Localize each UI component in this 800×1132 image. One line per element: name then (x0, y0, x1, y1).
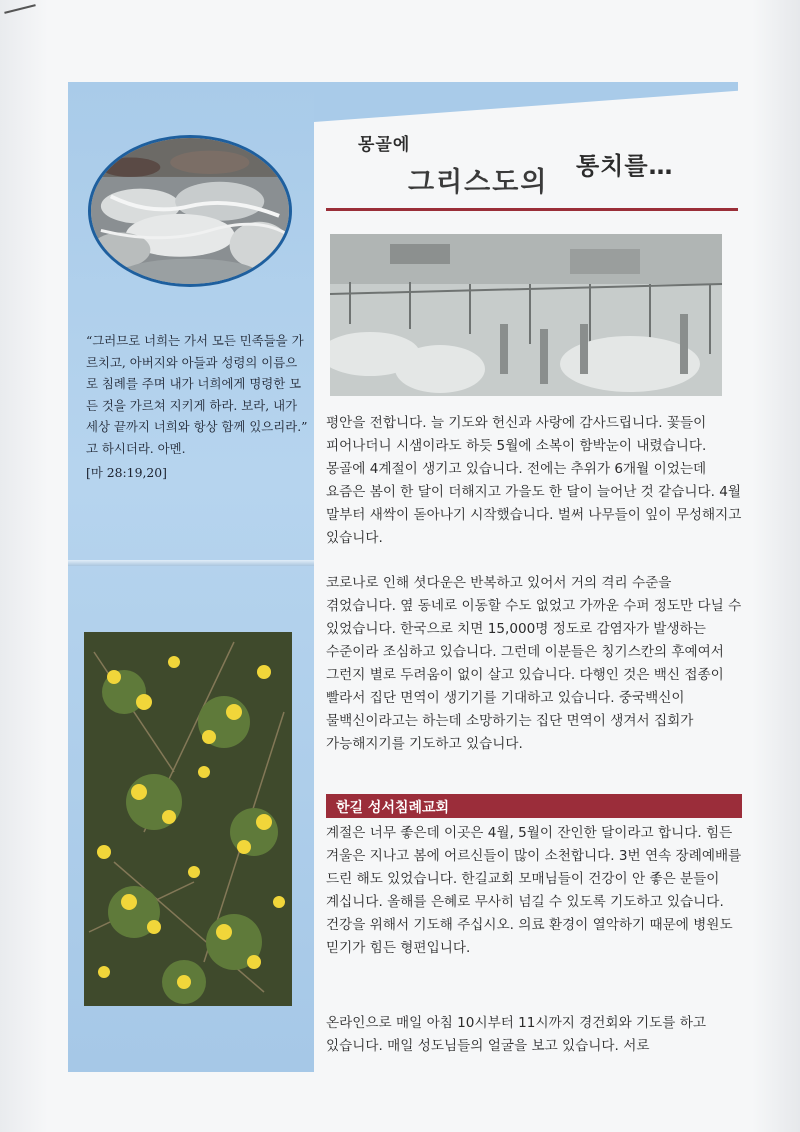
title-divider (326, 208, 738, 211)
snowy-yard-photo (330, 234, 722, 396)
yellow-flowers-photo (84, 632, 292, 1006)
article-title (328, 122, 738, 212)
paragraph-greeting: 평안을 전합니다. 늘 기도와 헌신과 사랑에 감사드립니다. 꽃들이 피어나더니 시샘이라도 하듯 5월에 소복이 함박눈이 내렸습니다. 몽골에 4계절이 생기고 있습니다. 전에는 추위가 6개월 이었는데 요즘은 봄이 한 달이 더해지고 가을도 한 달이 늘어난 것 같습니다. 4월 말부터 새싹이 돋아나기 시작했습니다. 벌써 나무들이 잎이 무성해지고 있습니다. (326, 415, 742, 546)
paragraph-online: 온라인으로 매일 아침 10시부터 11시까지 경건회와 기도를 하고 있습니다. 매일 성도님들의 얼굴을 보고 있습니다. 서로 (326, 1015, 706, 1054)
verse-text: “그러므로 너희는 가서 모든 민족들을 가르치고, 아버지와 아들과 성령의 이름으로 침례를 주며 내가 너희에게 명령한 모든 것을 가르쳐 지키게 하라. 보라, 내가 세상 끝까지 너희와 항상 함께 있으리라.” 고 하시더라. 아멘. (86, 333, 308, 456)
title-line-1: 몽골에 (358, 135, 411, 155)
paragraph-covid: 코로나로 인해 셧다운은 반복하고 있어서 거의 격리 수준을 겪었습니다. 옆 동네로 이동할 수도 없었고 가까운 수퍼 정도만 다닐 수 있었습니다. 한국으로 치면 15,000명 정도로 감염자가 발생하는 수준이라 조심하고 있습니다. 그런데 이분들은 칭기스칸의 후예여서 그런지 별로 두려움이 없이 살고 있습니다. 다행인 것은 백신 접종이 빨라서 집단 면역이 생기기를 기대하고 있습니다. 중국백신이 물백신이라고는 하는데 소망하기는 집단 면역이 생겨서 집회가 가능해지기를 기도하고 있습니다. (326, 575, 742, 752)
section-header (326, 794, 742, 818)
river-ice-photo (88, 135, 292, 287)
paragraph-church: 계절은 너무 좋은데 이곳은 4월, 5월이 잔인한 달이라고 합니다. 힘든 겨울은 지나고 봄에 어르신들이 많이 소천합니다. 3번 연속 장례예배를 드린 해도 있었습니다. 한길교회 모매님들이 건강이 안 좋은 분들이 계십니다. 올해를 은혜로 무사히 넘길 수 있도록 기도하고 있습니다. 건강을 위해서 기도해 주십시오. 의료 환경이 열악하기 때문에 병원도 믿기가 힘든 형편입니다. (326, 825, 742, 956)
title-line-3: 통치를… (576, 152, 674, 180)
paper-fold (68, 560, 314, 566)
title-line-2: 그리스도의 (408, 167, 549, 198)
bible-verse (86, 330, 308, 483)
verse-reference: [마 28:19,20] (86, 464, 167, 480)
section-title: 한길 성서침례교회 (336, 800, 450, 816)
